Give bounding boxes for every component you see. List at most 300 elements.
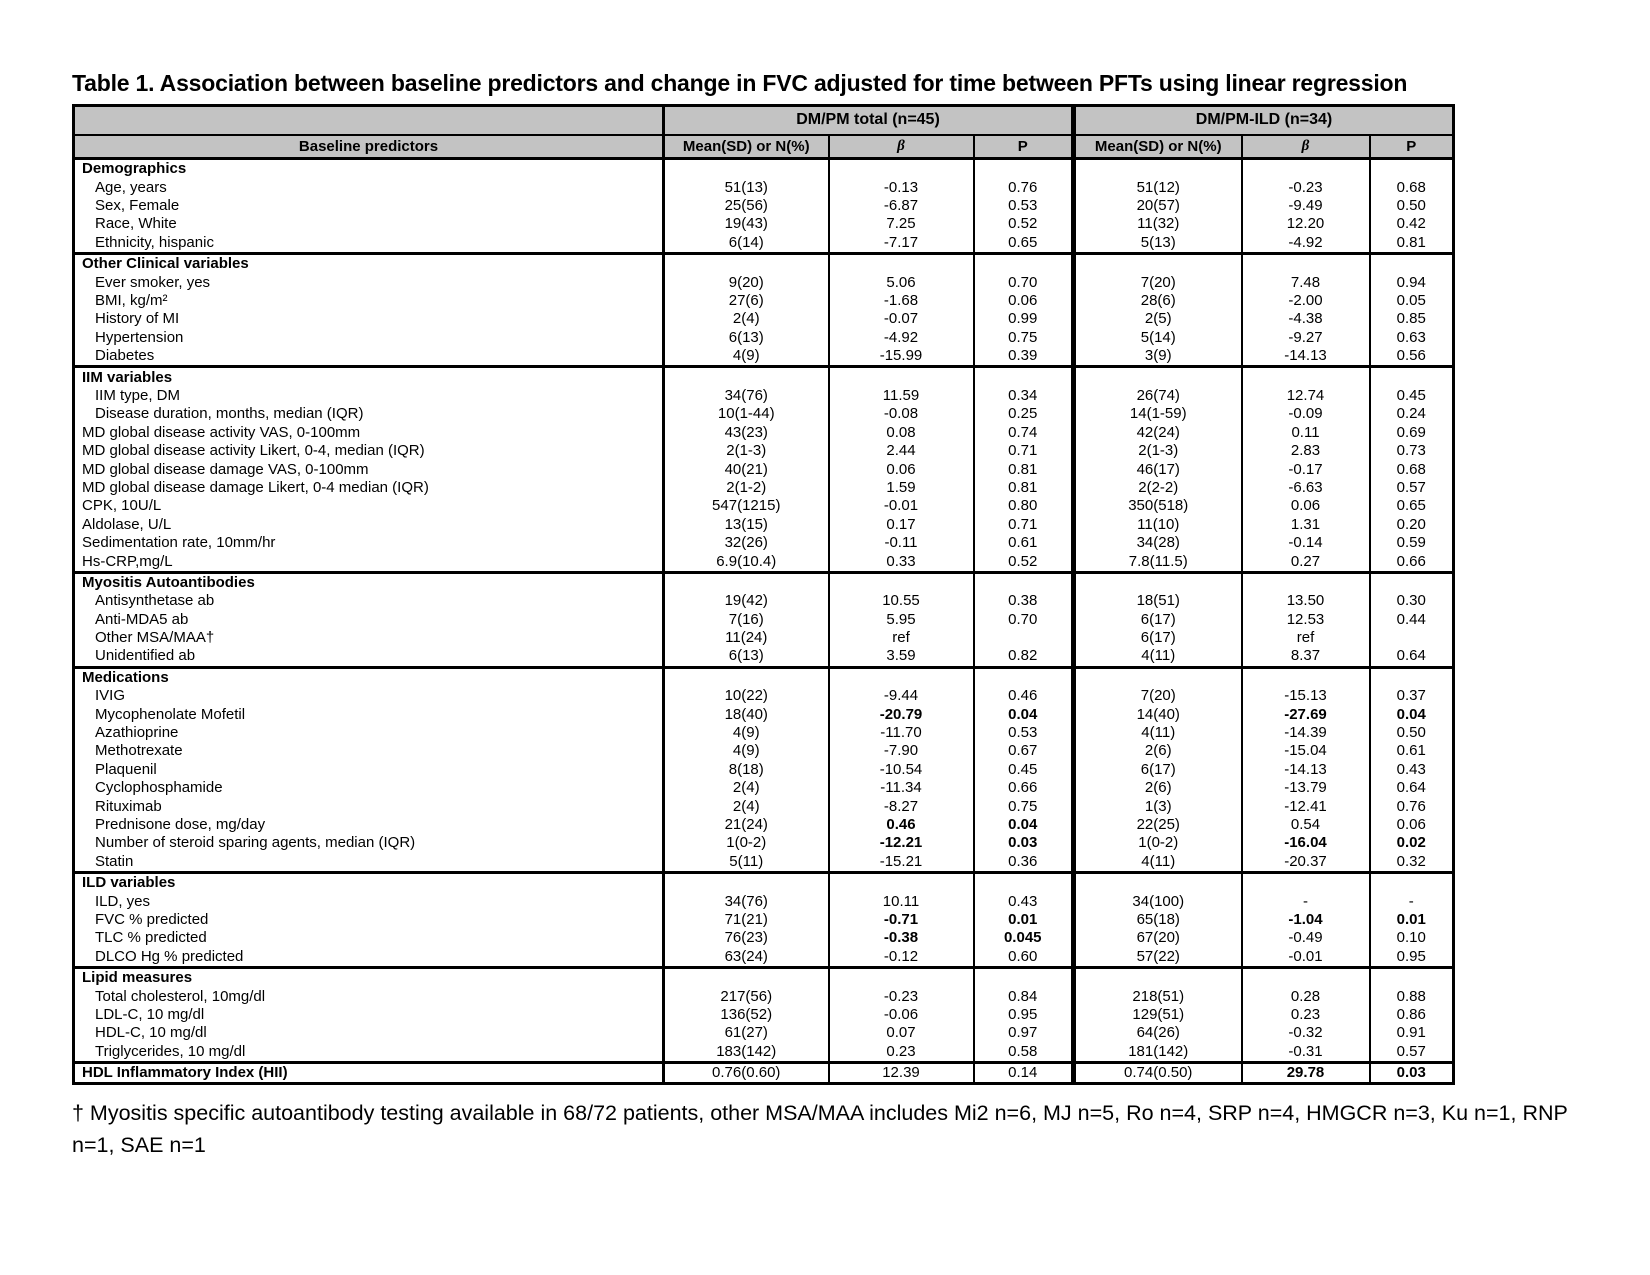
data-cell: 5.06: [829, 273, 974, 291]
empty-cell: [1074, 159, 1242, 179]
data-cell: 6.9(10.4): [664, 552, 829, 572]
data-cell: 0.65: [974, 234, 1074, 254]
data-cell: 7.25: [829, 215, 974, 233]
row-label: MD global disease activity Likert, 0-4, median (IQR): [82, 442, 425, 460]
data-cell: 0.76(0.60): [664, 1062, 829, 1083]
table-row: [74, 947, 1454, 967]
section-header-row: [74, 159, 1454, 179]
data-cell: 18(40): [664, 705, 829, 723]
column-header-mean-2: Mean(SD) or N(%): [1074, 135, 1242, 159]
row-label: Plaquenil: [95, 760, 157, 778]
data-cell: [1370, 629, 1454, 647]
data-cell: -0.07: [829, 310, 974, 328]
data-cell: 0.63: [1370, 329, 1454, 347]
table-row: [74, 742, 1454, 760]
data-cell: 10(1-44): [664, 405, 829, 423]
data-cell: -0.08: [829, 405, 974, 423]
row-label: BMI, kg/m²: [95, 292, 168, 310]
data-cell: 22(25): [1074, 816, 1242, 834]
table-row: [74, 610, 1454, 628]
data-cell: 0.34: [974, 387, 1074, 405]
data-cell: 0.45: [974, 761, 1074, 779]
column-header-p-1: P: [974, 135, 1074, 159]
data-cell: 0.67: [974, 742, 1074, 760]
data-cell: 76(23): [664, 929, 829, 947]
data-cell: 10(22): [664, 687, 829, 705]
section-title: Myositis Autoantibodies: [74, 572, 664, 592]
row-label: HDL-C, 10 mg/dl: [95, 1024, 207, 1042]
table-row: [74, 387, 1454, 405]
data-cell: 0.76: [1370, 797, 1454, 815]
data-cell: -0.01: [1242, 947, 1370, 967]
data-cell: -9.49: [1242, 197, 1370, 215]
column-header-baseline-predictors: Baseline predictors: [74, 135, 664, 159]
empty-cell: [974, 572, 1074, 592]
table-row: [74, 797, 1454, 815]
data-cell: 0.02: [1370, 834, 1454, 852]
data-cell: -9.27: [1242, 329, 1370, 347]
column-header-beta-2: β: [1242, 135, 1370, 159]
row-label: MD global disease activity VAS, 0-100mm: [82, 423, 361, 441]
row-label: Ever smoker, yes: [95, 273, 211, 291]
section-title: Medications: [74, 667, 664, 687]
table-row: [74, 592, 1454, 610]
data-cell: 0.39: [974, 347, 1074, 367]
data-cell: 19(43): [664, 215, 829, 233]
data-cell: -0.11: [829, 534, 974, 552]
empty-cell: [1370, 572, 1454, 592]
data-cell: 6(13): [664, 329, 829, 347]
table-row: [74, 310, 1454, 328]
empty-cell: [1242, 367, 1370, 387]
table-row: [74, 687, 1454, 705]
empty-cell: [1370, 872, 1454, 892]
table-row: [74, 816, 1454, 834]
data-cell: 43(23): [664, 423, 829, 441]
row-label: ILD, yes: [95, 892, 151, 910]
data-cell: [974, 629, 1074, 647]
row-label: IIM type, DM: [95, 387, 181, 404]
data-cell: 1.59: [829, 479, 974, 497]
data-cell: 0.65: [1370, 497, 1454, 515]
data-cell: 2(2-2): [1074, 479, 1242, 497]
data-cell: 5.95: [829, 610, 974, 628]
data-cell: 0.06: [1242, 497, 1370, 515]
group-header-dmpm-total: DM/PM total (n=45): [664, 106, 1074, 136]
data-cell: 65(18): [1074, 911, 1242, 929]
data-cell: 63(24): [664, 947, 829, 967]
data-cell: -0.32: [1242, 1024, 1370, 1042]
data-cell: 0.71: [974, 515, 1074, 533]
empty-cell: [664, 872, 829, 892]
column-header-p-2: P: [1370, 135, 1454, 159]
data-cell: 0.56: [1370, 347, 1454, 367]
data-cell: 0.05: [1370, 292, 1454, 310]
data-cell: -15.04: [1242, 742, 1370, 760]
section-header-row: [74, 253, 1454, 273]
empty-cell: [1074, 967, 1242, 987]
table-footnote: † Myositis specific autoantibody testing available in 68/72 patients, other MSA/MAA includes Mi2 n=6, MJ n=5, Ro n=4, SRP n=4, HMGCR n=3, Ku n=1, RNP n=1, SAE n=1: [72, 1101, 1568, 1158]
data-cell: -0.12: [829, 947, 974, 967]
data-cell: 0.24: [1370, 405, 1454, 423]
column-header-mean-1: Mean(SD) or N(%): [664, 135, 829, 159]
row-label: Age, years: [95, 178, 167, 196]
data-cell: 547(1215): [664, 497, 829, 515]
data-cell: 0.06: [974, 292, 1074, 310]
data-cell: 40(21): [664, 460, 829, 478]
data-cell: 0.66: [974, 779, 1074, 797]
data-cell: 0.81: [974, 460, 1074, 478]
data-cell: 2(1-3): [1074, 442, 1242, 460]
data-cell: 1(0-2): [1074, 834, 1242, 852]
data-cell: -12.21: [829, 834, 974, 852]
empty-cell: [974, 367, 1074, 387]
table-row: [74, 292, 1454, 310]
empty-cell: [829, 367, 974, 387]
data-cell: 2(6): [1074, 779, 1242, 797]
data-cell: 0.01: [1370, 911, 1454, 929]
data-cell: 0.23: [1242, 1006, 1370, 1024]
data-cell: 0.61: [1370, 742, 1454, 760]
data-cell: 0.10: [1370, 929, 1454, 947]
data-cell: -0.49: [1242, 929, 1370, 947]
section-title: Demographics: [74, 159, 664, 179]
table-row: [74, 892, 1454, 910]
row-label: FVC % predicted: [95, 910, 209, 928]
section-header-row: [74, 367, 1454, 387]
data-cell: -0.71: [829, 911, 974, 929]
table-row: [74, 273, 1454, 291]
data-cell: 0.66: [1370, 552, 1454, 572]
data-cell: 12.74: [1242, 387, 1370, 405]
data-cell: 0.88: [1370, 987, 1454, 1005]
empty-cell: [1074, 872, 1242, 892]
data-cell: -13.79: [1242, 779, 1370, 797]
data-cell: -2.00: [1242, 292, 1370, 310]
row-label: MD global disease damage VAS, 0-100mm: [82, 460, 369, 478]
data-cell: 0.57: [1370, 1042, 1454, 1062]
data-cell: 218(51): [1074, 987, 1242, 1005]
data-cell: 4(9): [664, 347, 829, 367]
data-cell: -15.99: [829, 347, 974, 367]
data-cell: 0.70: [974, 273, 1074, 291]
data-cell: 0.52: [974, 215, 1074, 233]
table-row: [74, 405, 1454, 423]
data-cell: 42(24): [1074, 423, 1242, 441]
data-cell: 181(142): [1074, 1042, 1242, 1062]
table-row: [74, 929, 1454, 947]
row-label: LDL-C, 10 mg/dl: [95, 1005, 205, 1023]
data-cell: -6.87: [829, 197, 974, 215]
empty-cell: [1074, 572, 1242, 592]
data-cell: -11.70: [829, 724, 974, 742]
data-cell: -4.92: [829, 329, 974, 347]
data-cell: 1.31: [1242, 515, 1370, 533]
data-cell: 0.85: [1370, 310, 1454, 328]
data-cell: 28(6): [1074, 292, 1242, 310]
data-cell: 0.23: [829, 1042, 974, 1062]
data-cell: 4(11): [1074, 647, 1242, 667]
empty-cell: [1370, 667, 1454, 687]
empty-cell: [1242, 572, 1370, 592]
row-label: Unidentified ab: [95, 647, 196, 665]
data-cell: -11.34: [829, 779, 974, 797]
data-cell: -14.13: [1242, 761, 1370, 779]
table-row: [74, 347, 1454, 367]
data-cell: 0.57: [1370, 479, 1454, 497]
data-cell: ref: [1242, 629, 1370, 647]
data-cell: 0.045: [974, 929, 1074, 947]
data-cell: 67(20): [1074, 929, 1242, 947]
data-cell: -0.06: [829, 1006, 974, 1024]
data-cell: 0.80: [974, 497, 1074, 515]
row-label: Total cholesterol, 10mg/dl: [95, 987, 266, 1005]
table-row: [74, 1024, 1454, 1042]
data-cell: 51(13): [664, 178, 829, 196]
empty-cell: [664, 159, 829, 179]
table-row: [74, 329, 1454, 347]
data-cell: 64(26): [1074, 1024, 1242, 1042]
data-cell: -14.13: [1242, 347, 1370, 367]
data-cell: 0.43: [974, 892, 1074, 910]
data-cell: 0.95: [974, 1006, 1074, 1024]
table-row: [74, 1006, 1454, 1024]
table-row: [74, 834, 1454, 852]
data-cell: -27.69: [1242, 705, 1370, 723]
data-cell: 0.36: [974, 852, 1074, 872]
data-cell: 7.8(11.5): [1074, 552, 1242, 572]
data-cell: 12.39: [829, 1062, 974, 1083]
table-row: [74, 629, 1454, 647]
table-row: [74, 534, 1454, 552]
data-cell: 183(142): [664, 1042, 829, 1062]
data-cell: -: [1370, 892, 1454, 910]
data-cell: 46(17): [1074, 460, 1242, 478]
table-row: [74, 497, 1454, 515]
data-cell: 0.14: [974, 1062, 1074, 1083]
data-cell: 0.74: [974, 423, 1074, 441]
row-label: IVIG: [95, 687, 126, 705]
data-cell: 0.75: [974, 329, 1074, 347]
empty-cell: [829, 872, 974, 892]
data-cell: 3(9): [1074, 347, 1242, 367]
data-cell: 0.20: [1370, 515, 1454, 533]
data-cell: 0.68: [1370, 460, 1454, 478]
table-title: Table 1. Association between baseline predictors and change in FVC adjusted for time between PFTs using linear regression: [72, 70, 1408, 96]
section-header-row: [74, 572, 1454, 592]
empty-cell: [829, 967, 974, 987]
data-cell: 26(74): [1074, 387, 1242, 405]
table-row: [74, 852, 1454, 872]
data-cell: -7.90: [829, 742, 974, 760]
data-cell: 0.11: [1242, 423, 1370, 441]
data-cell: 51(12): [1074, 178, 1242, 196]
table-row: [74, 178, 1454, 196]
table-row: [74, 724, 1454, 742]
data-cell: 0.27: [1242, 552, 1370, 572]
table-row: [74, 911, 1454, 929]
column-header-beta-1: β: [829, 135, 974, 159]
empty-cell: [664, 967, 829, 987]
data-cell: 10.11: [829, 892, 974, 910]
data-cell: 2.44: [829, 442, 974, 460]
row-label: Rituximab: [95, 797, 162, 815]
data-cell: 71(21): [664, 911, 829, 929]
data-cell: 12.20: [1242, 215, 1370, 233]
data-cell: 129(51): [1074, 1006, 1242, 1024]
data-cell: 0.84: [974, 987, 1074, 1005]
data-cell: 2(6): [1074, 742, 1242, 760]
data-cell: 21(24): [664, 816, 829, 834]
data-cell: 14(1-59): [1074, 405, 1242, 423]
data-cell: 6(17): [1074, 761, 1242, 779]
row-label: Statin: [95, 852, 134, 870]
data-cell: 0.43: [1370, 761, 1454, 779]
empty-cell: [1242, 253, 1370, 273]
data-cell: -0.23: [829, 987, 974, 1005]
row-label: Number of steroid sparing agents, median (IQR): [95, 834, 416, 852]
empty-cell: [974, 872, 1074, 892]
group-header-dmpm-ild: DM/PM-ILD (n=34): [1074, 106, 1454, 136]
data-cell: 5(14): [1074, 329, 1242, 347]
data-cell: 7(20): [1074, 273, 1242, 291]
data-cell: 8(18): [664, 761, 829, 779]
data-cell: -9.44: [829, 687, 974, 705]
data-cell: 2(4): [664, 310, 829, 328]
data-cell: 0.32: [1370, 852, 1454, 872]
data-cell: 0.59: [1370, 534, 1454, 552]
data-cell: ref: [829, 629, 974, 647]
data-cell: 0.61: [974, 534, 1074, 552]
data-cell: 0.33: [829, 552, 974, 572]
data-cell: 61(27): [664, 1024, 829, 1042]
table-body: [74, 159, 1454, 1084]
data-cell: 0.50: [1370, 724, 1454, 742]
data-cell: 136(52): [664, 1006, 829, 1024]
section-title: ILD variables: [74, 872, 664, 892]
data-cell: 0.86: [1370, 1006, 1454, 1024]
data-cell: 0.81: [974, 479, 1074, 497]
data-cell: -10.54: [829, 761, 974, 779]
row-label: Mycophenolate Mofetil: [95, 705, 246, 723]
row-label: Antisynthetase ab: [95, 592, 215, 610]
data-cell: 0.94: [1370, 273, 1454, 291]
data-cell: 12.53: [1242, 610, 1370, 628]
table-row: [74, 761, 1454, 779]
row-label: Triglycerides, 10 mg/dl: [95, 1042, 246, 1060]
data-cell: 0.69: [1370, 423, 1454, 441]
data-cell: 0.04: [974, 705, 1074, 723]
data-cell: 3.59: [829, 647, 974, 667]
data-cell: 0.06: [829, 460, 974, 478]
data-cell: 6(14): [664, 234, 829, 254]
data-cell: 7(20): [1074, 687, 1242, 705]
empty-cell: [1074, 253, 1242, 273]
data-cell: 34(76): [664, 892, 829, 910]
data-cell: 29.78: [1242, 1062, 1370, 1083]
data-cell: 2(1-3): [664, 442, 829, 460]
data-cell: 0.07: [829, 1024, 974, 1042]
table-row: [74, 460, 1454, 478]
table-row: [74, 1042, 1454, 1062]
data-cell: 57(22): [1074, 947, 1242, 967]
data-cell: 0.08: [829, 423, 974, 441]
data-cell: -0.31: [1242, 1042, 1370, 1062]
data-cell: -1.68: [829, 292, 974, 310]
row-label: Cyclophosphamide: [95, 779, 223, 797]
data-cell: -4.92: [1242, 234, 1370, 254]
empty-cell: [1370, 967, 1454, 987]
data-cell: 11.59: [829, 387, 974, 405]
row-label: Sex, Female: [95, 197, 180, 215]
data-cell: 4(11): [1074, 852, 1242, 872]
table-row: [74, 442, 1454, 460]
data-cell: 0.04: [974, 816, 1074, 834]
data-cell: 217(56): [664, 987, 829, 1005]
section-title: Other Clinical variables: [74, 253, 664, 273]
table-row: [74, 215, 1454, 233]
data-cell: 6(17): [1074, 610, 1242, 628]
data-cell: 0.45: [1370, 387, 1454, 405]
data-cell: 1(0-2): [664, 834, 829, 852]
data-cell: 0.01: [974, 911, 1074, 929]
data-cell: 0.73: [1370, 442, 1454, 460]
data-cell: 0.70: [974, 610, 1074, 628]
data-cell: 11(24): [664, 629, 829, 647]
data-cell: 0.53: [974, 724, 1074, 742]
row-label: History of MI: [95, 310, 180, 328]
table-row: [74, 987, 1454, 1005]
data-cell: 0.54: [1242, 816, 1370, 834]
data-cell: 0.53: [974, 197, 1074, 215]
section-header-row: [74, 667, 1454, 687]
empty-cell: [664, 253, 829, 273]
data-cell: -4.38: [1242, 310, 1370, 328]
data-cell: 0.06: [1370, 816, 1454, 834]
data-cell: 6(13): [664, 647, 829, 667]
data-cell: -6.63: [1242, 479, 1370, 497]
data-cell: 2(5): [1074, 310, 1242, 328]
data-cell: 2.83: [1242, 442, 1370, 460]
data-cell: 34(76): [664, 387, 829, 405]
empty-cell: [1370, 253, 1454, 273]
data-cell: 0.91: [1370, 1024, 1454, 1042]
row-label: Anti-MDA5 ab: [95, 610, 189, 628]
empty-cell: [974, 253, 1074, 273]
row-label: Hs-CRP,mg/L: [82, 552, 173, 570]
data-cell: 13(15): [664, 515, 829, 533]
data-cell: -1.04: [1242, 911, 1370, 929]
empty-cell: [974, 159, 1074, 179]
data-cell: 5(13): [1074, 234, 1242, 254]
empty-cell: [829, 667, 974, 687]
row-label: CPK, 10U/L: [82, 497, 162, 515]
section-title: Lipid measures: [74, 967, 664, 987]
data-cell: 0.44: [1370, 610, 1454, 628]
empty-cell: [1242, 967, 1370, 987]
data-cell: 14(40): [1074, 705, 1242, 723]
row-label: Ethnicity, hispanic: [95, 233, 214, 251]
data-cell: 0.03: [1370, 1062, 1454, 1083]
data-cell: -20.37: [1242, 852, 1370, 872]
data-cell: 0.17: [829, 515, 974, 533]
data-cell: -14.39: [1242, 724, 1370, 742]
data-cell: 13.50: [1242, 592, 1370, 610]
data-cell: 5(11): [664, 852, 829, 872]
data-cell: 0.46: [829, 816, 974, 834]
data-cell: 8.37: [1242, 647, 1370, 667]
data-cell: 0.28: [1242, 987, 1370, 1005]
